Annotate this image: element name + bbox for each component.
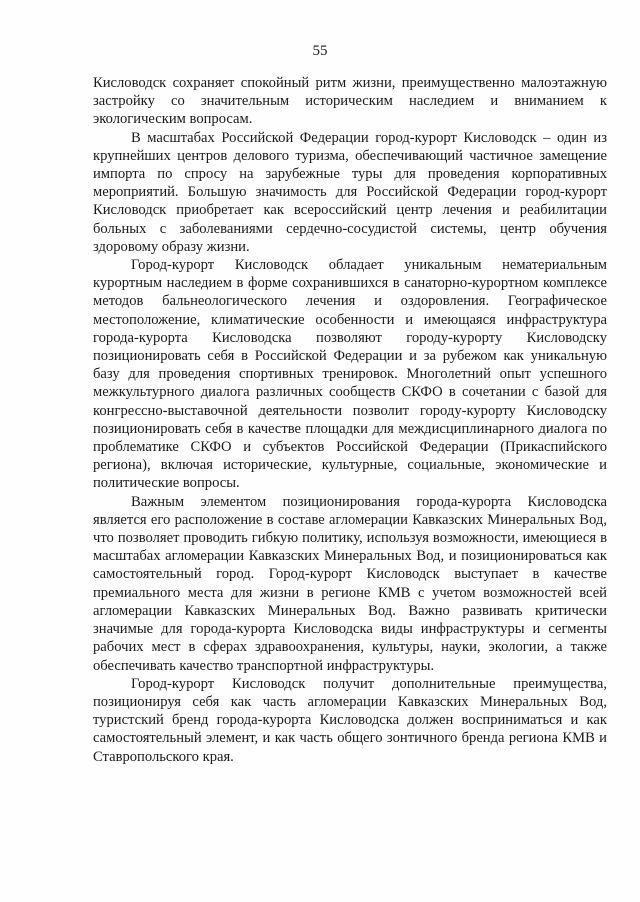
paragraph-3: Город-курорт Кисловодск обладает уникальным нематериальным курортным наследием в форме сохранившихся в санаторно-курортном комплексе методов бальнеологического лечения и оздоровления. Географическое местоположение, климатические особенности и имеющаяся инфраструктура города-курорта Кисловодска позволяют городу-курорту Кисловодску позиционировать себя в Российской Федерации и за рубежом как уникальную базу для проведения спортивных тренировок. Многолетний опыт успешного межкультурного диалога различных сообществ СКФО в сочетании с базой для конгрессно-выставочной деятельности позволит городу-курорту Кисловодску позиционировать себя в качестве площадки для междисциплинарного диалога по проблематике СКФО и субъектов Российской Федерации (Прикаспийского региона), включая исторические, культурные, социальные, экономические и политические вопросы. <box>93 257 607 492</box>
page-number: 55 <box>312 43 328 59</box>
paragraph-4: Важным элементом позиционирования города-курорта Кисловодска является его расположение в составе агломерации Кавказских Минеральных Вод, что позволяет проводить гибкую политику, используя возможности, имеющиеся в масштабах агломерации Кавказских Минеральных Вод, и позиционироваться как самостоятельный город. Город-курорт Кисловодск выступает в качестве премиального места для жизни в регионе КМВ с учетом возможностей всей агломерации Кавказских Минеральных Вод. Важно развивать критически значимые для города-курорта Кисловодска виды инфраструктуры и сегменты рабочих мест в сферах здравоохранения, культуры, науки, экологии, а также обеспечивать качество транспортной инфраструктуры. <box>93 493 607 674</box>
paragraph-1: Кисловодск сохраняет спокойный ритм жизни, преимущественно малоэтажную застройку со значительным историческим наследием и вниманием к экологическим вопросам. <box>93 75 607 128</box>
paragraph-5: Город-курорт Кисловодск получит дополнительные преимущества, позиционируя себя как часть агломерации Кавказских Минеральных Вод, туристский бренд города-курорта Кисловодска должен восприниматься и как самостоятельный элемент, и как часть общего зонтичного бренда региона КМВ и Ставропольского края. <box>93 675 607 765</box>
paragraph-2: В масштабах Российской Федерации город-курорт Кисловодск – один из крупнейших центров делового туризма, обеспечивающий частичное замещение импорта по спросу на зарубежные туры для проведения корпоративных мероприятий. Большую значимость для Российской Федерации город-курорт Кисловодск приобретает как всероссийский центр лечения и реабилитации больных с заболеваниями сердечно-сосудистой системы, центр обучения здоровому образу жизни. <box>93 129 607 255</box>
document-body <box>93 74 607 766</box>
